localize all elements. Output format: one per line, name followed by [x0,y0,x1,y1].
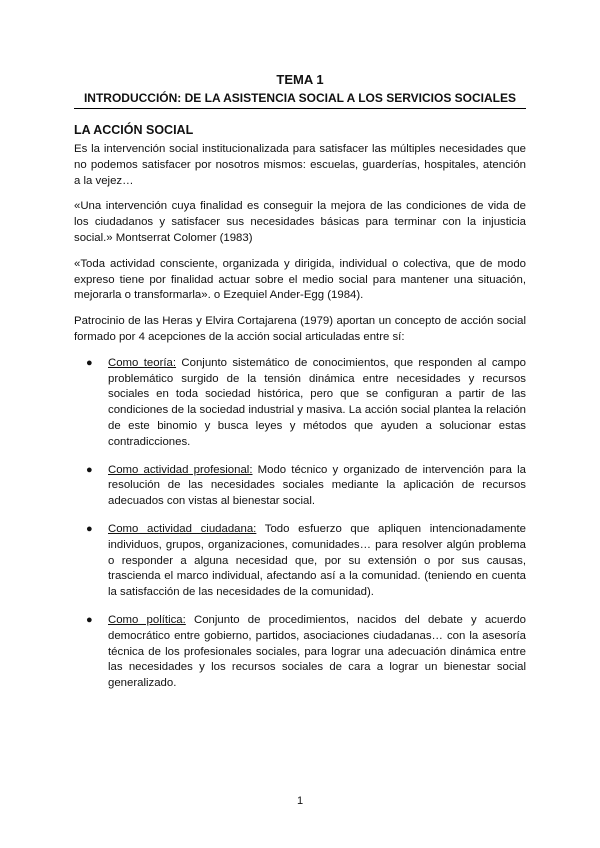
list-item-term: Como actividad ciudadana: [108,522,257,535]
list-item-term: Como actividad profesional: [108,463,253,476]
list-item-text: Todo esfuerzo que apliquen intencionadamente individuos, grupos, organizaciones, comunidades… para resolver algún problema o responder a alguna necesidad que, por su extensión o por sus causas, trascienda el marco individual, afectando así a la comunidad. (teniendo en cuenta la satisfacción de las necesidades de la comunidad). [108,522,527,599]
list-item [74,356,526,451]
paragraph-definition: Es la intervención social institucionalizada para satisfacer las múltiples necesidades que no podemos satisfacer por nosotros mismos: escuelas, guarderías, hospitales, atención a la vejez… [74,143,526,187]
page-number: 1 [296,795,304,807]
bullet-icon: ● [86,522,93,535]
list-item [74,463,526,510]
acepciones-list [74,356,526,692]
paragraph-ander-egg-quote: «Toda actividad consciente, organizada y dirigida, individual o colectiva, que de modo expreso tiene por finalidad actuar sobre el medio social para mantener una situación, mejorarla o transformarla». o Ezequiel Ander-Egg (1984). [74,257,526,302]
paragraph-heras-cortajarena: Patrocinio de las Heras y Elvira Cortajarena (1979) aportan un concepto de acción social formado por 4 acepciones de la acción social articuladas entre sí: [74,315,526,343]
list-item-text: Conjunto sistemático de conocimientos, que responden al campo problemático surgido de la tensión dinámica entre necesidades y recursos sociales en toda sociedad histórica, pero que se configuran a partir de las condiciones de la sociedad industrial y masiva. La acción social plantea la relación de este binomio y busca leyes y métodos que ayuden a solucionar estas contradicciones. [108,356,527,448]
list-item [74,522,526,601]
bullet-icon: ● [86,463,93,476]
list-item-term: Como política: [108,613,186,626]
section-title: LA ACCIÓN SOCIAL [74,123,194,137]
document-body [74,142,526,704]
bullet-icon: ● [86,613,93,626]
list-item-text: Modo técnico y organizado de intervención para la resolución de las necesidades sociales mediante la aplicación de recursos adecuados con vistas al bienestar social. [108,463,527,508]
document-subtitle: INTRODUCCIÓN: DE LA ASISTENCIA SOCIAL A LOS SERVICIOS SOCIALES [74,91,526,109]
bullet-icon: ● [86,356,93,369]
list-item [74,613,526,692]
list-item-text: Conjunto de procedimientos, nacidos del debate y acuerdo democrático entre gobierno, partidos, asociaciones ciudadanas… con la asesoría técnica de los profesionales sociales, para lograr una adecuación dinámica entre las necesidades y los recursos sociales de cara a lograr un bienestar social generalizado. [108,613,526,690]
list-item-term: Como teoría: [108,356,177,369]
document-title: TEMA 1 [276,72,324,87]
paragraph-colomer-quote: «Una intervención cuya finalidad es conseguir la mejora de las condiciones de vida de los ciudadanos y satisfacer sus necesidades básicas para terminar con la injusticia social.» Montserrat Colomer (1983) [74,200,526,244]
